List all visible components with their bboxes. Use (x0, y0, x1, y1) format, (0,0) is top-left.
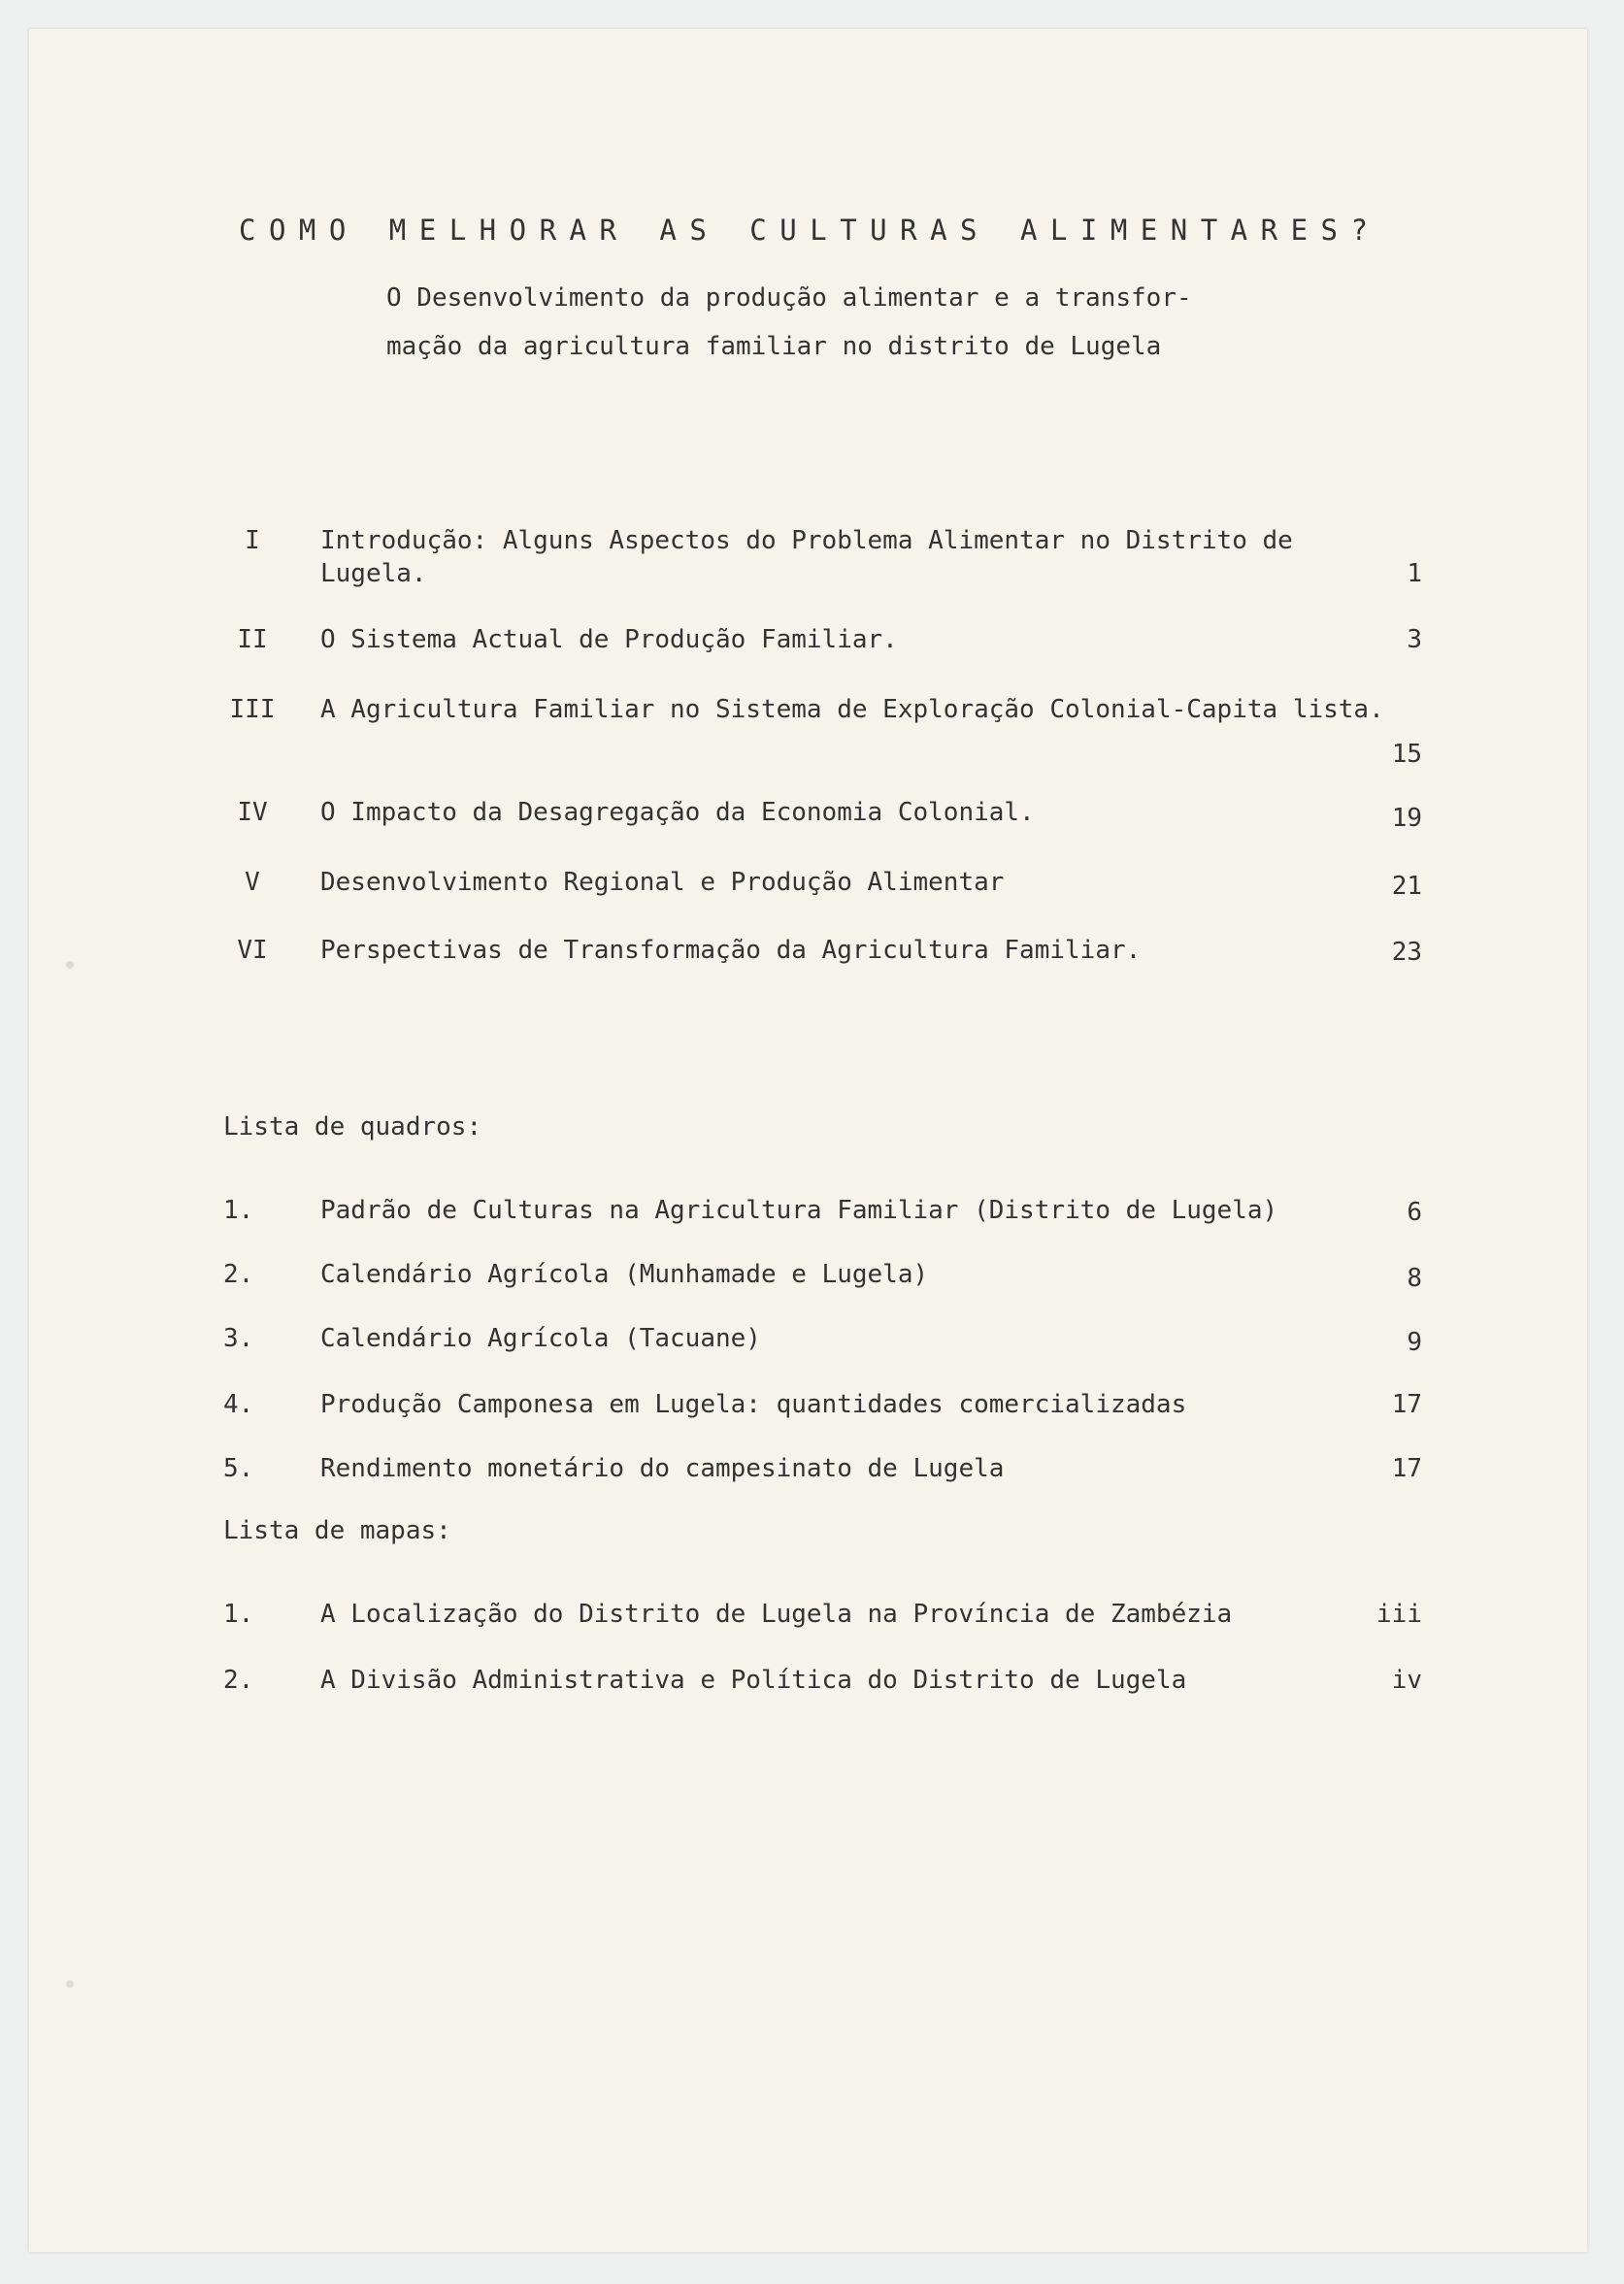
item-number: 2. (223, 1260, 254, 1289)
item-page: 17 (1391, 1454, 1422, 1483)
entry-number: I (245, 526, 260, 555)
entry-title: Perspectivas de Transformação da Agricultura Familiar. (320, 936, 1142, 965)
mapas-heading: Lista de mapas: (223, 1516, 451, 1545)
quadros-heading: Lista de quadros: (223, 1112, 482, 1142)
item-number: 4. (223, 1390, 254, 1419)
item-title: A Localização do Distrito de Lugela na Província de Zambézia (320, 1600, 1233, 1629)
entry-title: O Sistema Actual de Produção Familiar. (320, 625, 898, 654)
item-page: 9 (1407, 1328, 1422, 1357)
item-page: 8 (1407, 1264, 1422, 1293)
item-title: Rendimento monetário do campesinato de Lugela (320, 1454, 1005, 1483)
item-title: A Divisão Administrativa e Política do Distrito de Lugela (320, 1666, 1187, 1695)
entry-title: A Agricultura Familiar no Sistema de Exploração Colonial-Capita lista. (320, 695, 1384, 724)
item-title: Padrão de Culturas na Agricultura Familiar (Distrito de Lugela) (320, 1196, 1278, 1225)
entry-page: 1 (1407, 559, 1422, 588)
entry-number: IV (237, 798, 268, 827)
item-page: 6 (1407, 1198, 1422, 1227)
item-number: 1. (223, 1196, 254, 1225)
subtitle-line-2: mação da agricultura familiar no distrito de Lugela (386, 332, 1162, 361)
entry-number: III (229, 695, 276, 724)
entry-page: 23 (1391, 938, 1422, 967)
item-page: iv (1391, 1666, 1422, 1695)
entry-title: Desenvolvimento Regional e Produção Alimentar (320, 868, 1005, 897)
item-title: Calendário Agrícola (Tacuane) (320, 1324, 761, 1353)
item-page: iii (1376, 1600, 1422, 1629)
item-page: 17 (1391, 1390, 1422, 1419)
entry-number: II (237, 625, 268, 654)
subtitle-line-1: O Desenvolvimento da produção alimentar e a transfor- (386, 283, 1192, 313)
item-number: 3. (223, 1324, 254, 1353)
entry-number: VI (237, 936, 268, 965)
entry-page: 3 (1407, 625, 1422, 654)
entry-page: 15 (1391, 740, 1422, 769)
entry-number: V (245, 868, 260, 897)
entry-title: Introdução: Alguns Aspectos do Problema Alimentar no Distrito de Lugela. (320, 526, 1293, 588)
binder-hole-mark (66, 1980, 74, 1988)
entry-title: O Impacto da Desagregação da Economia Colonial. (320, 798, 1035, 827)
item-number: 2. (223, 1666, 254, 1695)
entry-page: 21 (1391, 872, 1422, 901)
item-number: 5. (223, 1454, 254, 1483)
item-title: Produção Camponesa em Lugela: quantidades comercializadas (320, 1390, 1187, 1419)
document-title: COMO MELHORAR AS CULTURAS ALIMENTARES? (239, 214, 1381, 247)
item-title: Calendário Agrícola (Munhamade e Lugela) (320, 1260, 929, 1289)
entry-page: 19 (1391, 804, 1422, 833)
document-page (29, 29, 1587, 2252)
binder-hole-mark (66, 961, 74, 969)
item-number: 1. (223, 1600, 254, 1629)
